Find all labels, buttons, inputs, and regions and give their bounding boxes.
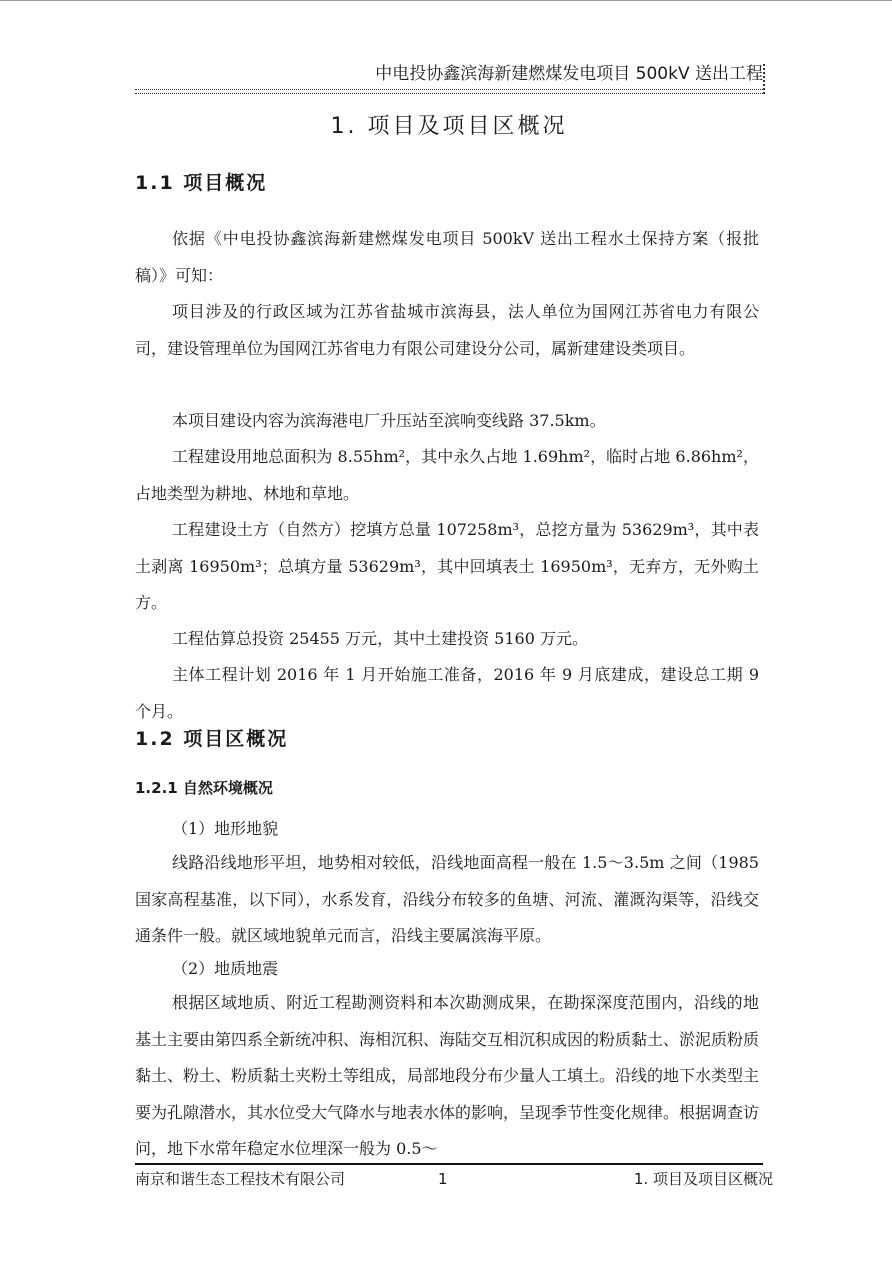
paragraph-geology: 根据区域地质、附近工程勘测资料和本次勘测成果，在勘探深度范围内，沿线的地基土主要由第四系全新统冲积、海相沉积、海陆交互相沉积成因的粉质黏土、淤泥质粉质黏土、粉土、粉质黏土夹粉土等组成，局部地段分布少量人工填土。沿线的地下水类型主要为孔隙潜水，其水位受大气降水与地表水体的影响，呈现季节性变化规律。根据调查访问，地下水常年稳定水位埋深一般为 0.5～ [135, 993, 760, 1158]
paragraph-source: 依据《中电投协鑫滨海新建燃煤发电项目 500kV 送出工程水土保持方案（报批稿）》可知： [135, 229, 759, 285]
header-rule-second [135, 93, 763, 94]
paragraph-earthwork: 工程建设土方（自然方）挖填方总量 107258m³，总挖方量为 53629m³，其中表土剥离 16950m³；总填方量 53629m³，其中回填表土 16950m³，无弃方，无外购土方。 [135, 520, 759, 612]
item-heading-terrain: （1）地形地貌 [172, 819, 279, 838]
header-side-mark [763, 64, 765, 94]
page-top-border [0, 0, 892, 1]
paragraph-content: 本项目建设内容为滨海港电厂升压站至滨响变线路 37.5km。 [172, 411, 606, 430]
item-heading-geology: （2）地质地震 [172, 959, 279, 978]
paragraph-land: 工程建设用地总面积为 8.55hm²，其中永久占地 1.69hm²，临时占地 6.86hm²，占地类型为耕地、林地和草地。 [135, 447, 759, 503]
section-heading-1-2: 1.2 项目区概况 [135, 728, 289, 750]
paragraph-investment: 工程估算总投资 25455 万元，其中土建投资 5160 万元。 [172, 629, 588, 648]
footer-company: 南京和谐生态工程技术有限公司 [135, 1170, 346, 1188]
header-rule [135, 89, 763, 90]
footer-page-number: 1 [438, 1170, 448, 1188]
subsection-heading-1-2-1: 1.2.1 自然环境概况 [135, 779, 273, 797]
section-heading-1-1: 1.1 项目概况 [135, 172, 268, 194]
paragraph-terrain: 线路沿线地形平坦，地势相对较低，沿线地面高程一般在 1.5～3.5m 之间（1985 国家高程基准，以下同），水系发育，沿线分布较多的鱼塘、河流、灌溉沟渠等，沿线交通条件一般。就区域地貌单元而言，沿线主要属滨海平原。 [135, 853, 759, 945]
running-header: 中电投协鑫滨海新建燃煤发电项目 500kV 送出工程 [375, 64, 763, 84]
footer-chapter: 1. 项目及项目区概况 [633, 1170, 773, 1188]
paragraph-region: 项目涉及的行政区域为江苏省盐城市滨海县，法人单位为国网江苏省电力有限公司，建设管理单位为国网江苏省电力有限公司建设分公司，属新建建设类项目。 [135, 302, 759, 358]
chapter-title: 1. 项目及项目区概况 [330, 114, 568, 139]
paragraph-schedule: 主体工程计划 2016 年 1 月开始施工准备，2016 年 9 月底建成，建设总工期 9 个月。 [135, 665, 759, 721]
footer-rule [135, 1163, 763, 1165]
